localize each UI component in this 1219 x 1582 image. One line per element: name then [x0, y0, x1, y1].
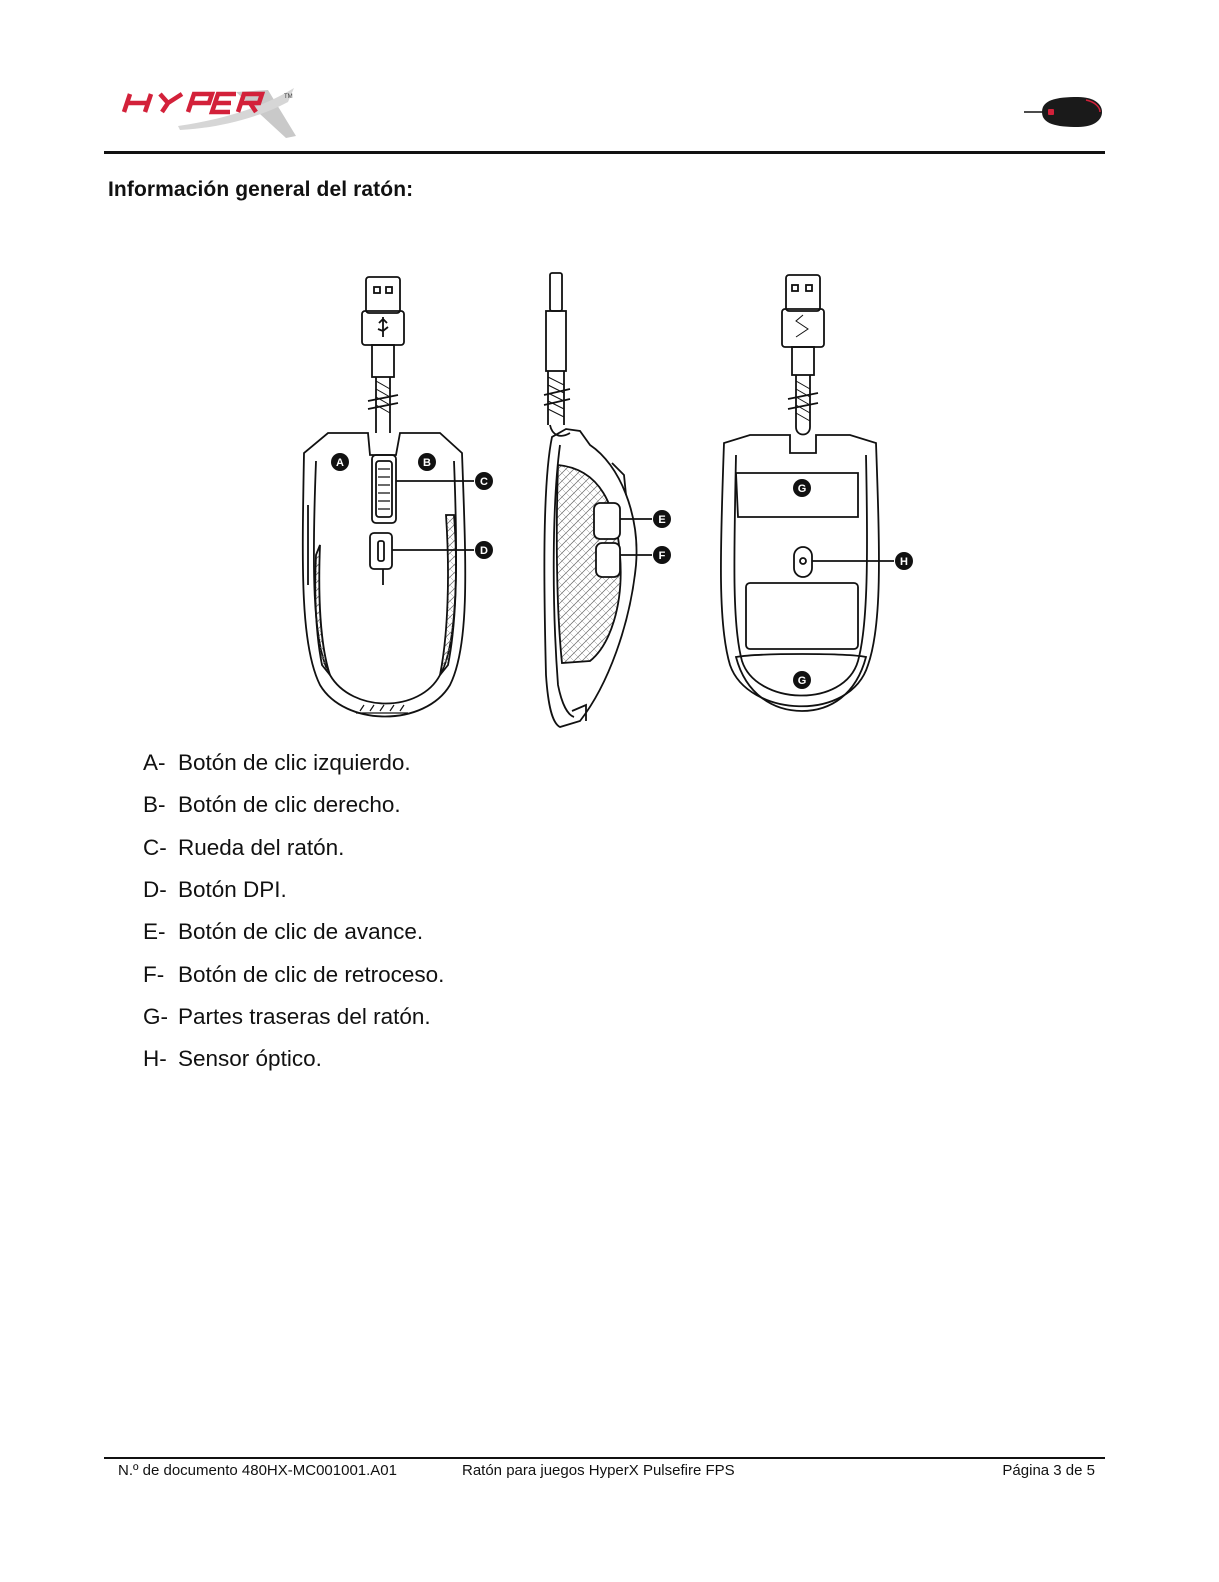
mouse-thumbnail-icon	[1022, 90, 1106, 134]
legend-text: Botón DPI.	[178, 877, 287, 903]
callout-d	[475, 541, 493, 559]
legend-text: Partes traseras del ratón.	[178, 1003, 431, 1029]
legend-item	[143, 784, 444, 826]
legend-text: Sensor óptico.	[178, 1046, 322, 1072]
legend-letter: C-	[143, 834, 167, 860]
hyperx-logo	[118, 80, 308, 144]
legend-item	[143, 742, 444, 784]
legend-item	[143, 869, 444, 911]
section-title: Información general del ratón:	[108, 178, 414, 201]
callout-g-top	[793, 479, 811, 497]
legend-list	[143, 742, 444, 1080]
footer-doc-number: N.º de documento 480HX-MC001001.A01	[118, 1462, 397, 1479]
legend-letter: H-	[143, 1046, 167, 1072]
legend-item	[143, 953, 444, 995]
header-rule	[104, 151, 1105, 154]
legend-item	[143, 996, 444, 1038]
callout-e	[653, 510, 671, 528]
svg-text:H: H	[900, 556, 908, 568]
legend-text: Botón de clic de avance.	[178, 919, 424, 945]
svg-text:G: G	[797, 483, 807, 495]
callout-a	[331, 453, 349, 471]
callout-h	[895, 552, 913, 570]
legend-text: Botón de clic de retroceso.	[178, 961, 445, 987]
callout-b	[418, 453, 436, 471]
legend-letter: D-	[143, 877, 167, 903]
svg-text:A: A	[336, 457, 344, 469]
legend-item	[143, 911, 444, 953]
callout-c	[475, 472, 493, 490]
legend-letter: E-	[143, 919, 166, 945]
callout-g-bottom	[793, 671, 811, 689]
legend-item	[143, 1038, 444, 1080]
legend-letter: G-	[143, 1003, 168, 1029]
footer-product-title: Ratón para juegos HyperX Pulsefire FPS	[462, 1462, 735, 1479]
svg-text:G: G	[797, 675, 807, 687]
legend-text: Botón de clic izquierdo.	[178, 750, 411, 776]
footer-page-number: Página 3 de 5	[1002, 1462, 1095, 1479]
legend-letter: F-	[143, 961, 165, 987]
mouse-side-view	[544, 273, 652, 727]
legend-item	[143, 827, 444, 869]
legend-text: Rueda del ratón.	[178, 834, 345, 860]
mouse-diagram	[290, 265, 930, 735]
callout-f	[653, 546, 671, 564]
legend-text: Botón de clic derecho.	[178, 792, 401, 818]
svg-text:E: E	[658, 514, 666, 526]
mouse-top-view	[303, 277, 474, 717]
legend-letter: B-	[143, 792, 166, 818]
svg-text:C: C	[480, 476, 488, 488]
svg-text:B: B	[423, 457, 431, 469]
legend-letter: A-	[143, 750, 166, 776]
svg-text:TM: TM	[284, 94, 293, 100]
footer-rule	[104, 1457, 1105, 1459]
svg-text:D: D	[480, 545, 488, 557]
svg-text:F: F	[658, 550, 666, 562]
